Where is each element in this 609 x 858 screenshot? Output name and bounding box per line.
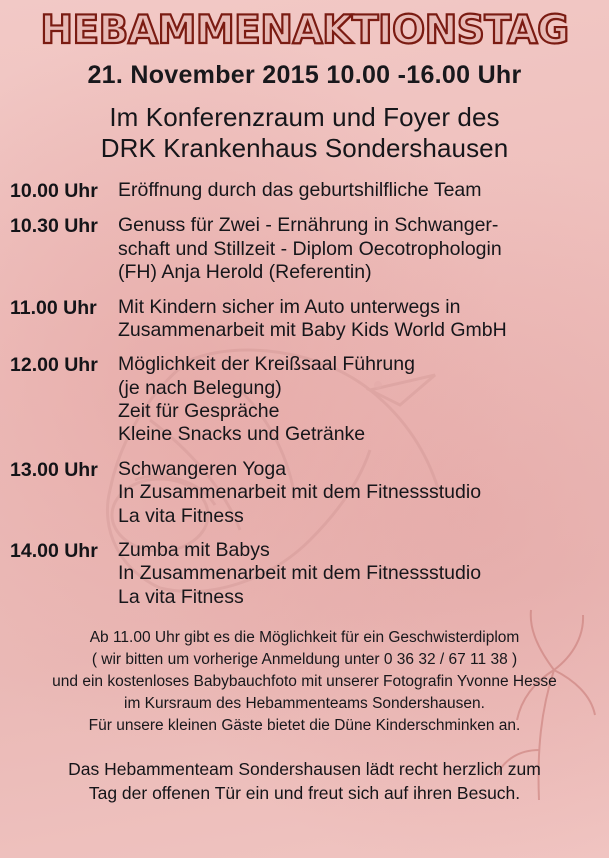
closing-block xyxy=(14,757,595,805)
schedule-description xyxy=(118,179,599,202)
schedule-time: 12.00 Uhr xyxy=(10,354,98,377)
venue-line-2: DRK Krankenhaus Sondershausen xyxy=(100,132,509,163)
schedule-line: La vita Fitness xyxy=(118,585,244,608)
schedule-time: 10.30 Uhr xyxy=(10,215,98,238)
schedule-row xyxy=(10,214,599,284)
schedule-line: La vita Fitness xyxy=(118,504,244,527)
schedule-row xyxy=(10,179,599,203)
schedule-description xyxy=(118,214,599,284)
poster-date-time: 21. November 2015 10.00 -16.00 Uhr xyxy=(87,61,522,89)
footnote-line: Ab 11.00 Uhr gibt es die Möglichkeit für ein Geschwisterdiplom xyxy=(89,629,520,647)
schedule-line: (FH) Anja Herold (Referentin) xyxy=(118,261,372,284)
footnote-block xyxy=(18,627,591,737)
schedule-description xyxy=(118,296,599,343)
schedule-row xyxy=(10,353,599,447)
schedule-time: 11.00 Uhr xyxy=(10,296,97,319)
schedule-description xyxy=(118,539,599,609)
schedule-line: Zumba mit Babys xyxy=(118,539,270,562)
poster-title-band xyxy=(6,7,603,55)
footnote-line: im Kursraum des Hebammenteams Sondershausen. xyxy=(124,695,485,713)
schedule-line: schaft und Stillzeit - Diplom Oecotrophologin xyxy=(118,237,502,260)
schedule-row xyxy=(10,539,599,609)
schedule-line: Möglichkeit der Kreißsaal Führung xyxy=(118,353,415,376)
schedule-line: In Zusammenarbeit mit dem Fitnessstudio xyxy=(118,481,482,504)
schedule-line: Genuss für Zwei - Ernährung in Schwanger- xyxy=(118,214,499,237)
schedule-time: 14.00 Uhr xyxy=(10,540,98,563)
schedule-line: Kleine Snacks und Getränke xyxy=(118,423,366,446)
footnote-line: ( wir bitten um vorherige Anmeldung unter 0 36 32 / 67 11 38 ) xyxy=(91,651,518,669)
schedule-line: In Zusammenarbeit mit dem Fitnessstudio xyxy=(118,562,482,585)
schedule-list xyxy=(10,179,599,609)
footnote-line: und ein kostenloses Babybauchfoto mit unserer Fotografin Yvonne Hesse xyxy=(52,673,557,691)
poster-title: HEBAMMENAKTIONSTAG xyxy=(40,8,569,53)
closing-line: Tag der offenen Tür ein und freut sich auf ihren Besuch. xyxy=(88,783,521,804)
venue-line-1: Im Konferenzraum und Foyer des xyxy=(109,102,500,132)
schedule-line: Schwangeren Yoga xyxy=(118,457,287,480)
schedule-line: Zeit für Gespräche xyxy=(118,400,280,423)
schedule-time: 10.00 Uhr xyxy=(10,180,98,203)
schedule-time: 13.00 Uhr xyxy=(10,458,98,481)
schedule-row xyxy=(10,296,599,343)
closing-line: Das Hebammenteam Sondershausen lädt recht herzlich zum xyxy=(68,759,541,780)
schedule-row xyxy=(10,458,599,528)
schedule-description xyxy=(118,458,599,528)
schedule-line: Eröffnung durch das geburtshilfliche Team xyxy=(118,179,482,202)
schedule-line: Zusammenarbeit mit Baby Kids World GmbH xyxy=(118,318,507,341)
schedule-description xyxy=(118,353,599,447)
schedule-line: Mit Kindern sicher im Auto unterwegs in xyxy=(118,295,461,318)
footnote-line: Für unsere kleinen Gäste bietet die Düne Kinderschminken an. xyxy=(88,717,521,735)
schedule-line: (je nach Belegung) xyxy=(118,376,282,399)
poster-venue xyxy=(0,102,609,163)
